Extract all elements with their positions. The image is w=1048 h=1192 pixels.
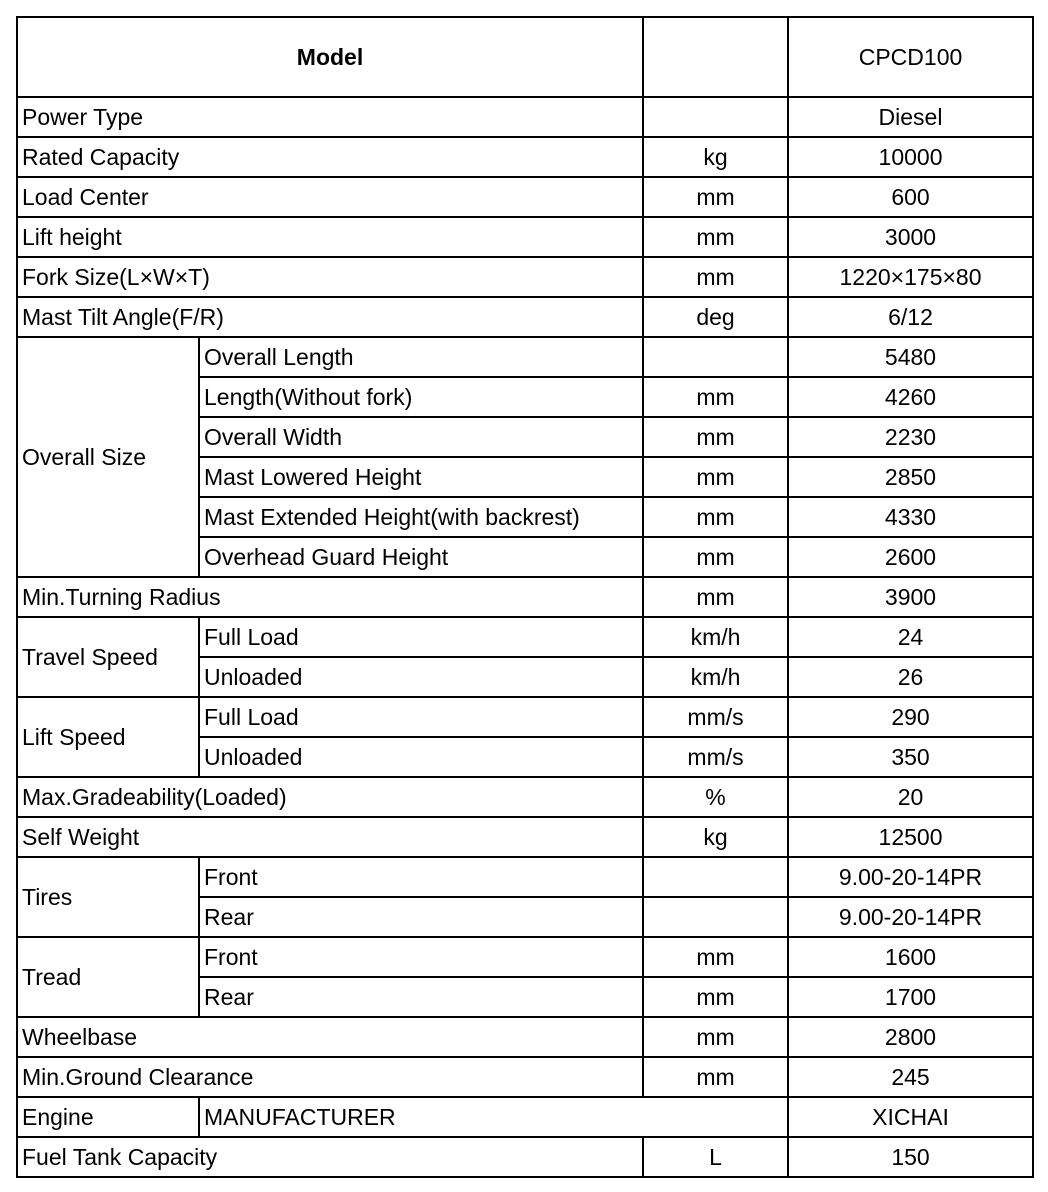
row-value: 4260	[788, 377, 1033, 417]
sub-label: Overall Length	[199, 337, 643, 377]
row-unit: mm	[643, 257, 788, 297]
row-unit	[643, 897, 788, 937]
row-unit: mm	[643, 1057, 788, 1097]
row-unit: mm	[643, 417, 788, 457]
row-unit: mm	[643, 937, 788, 977]
row-value: XICHAI	[788, 1097, 1033, 1137]
row-value: 9.00-20-14PR	[788, 857, 1033, 897]
sub-label: Full Load	[199, 697, 643, 737]
row-value: 9.00-20-14PR	[788, 897, 1033, 937]
model-row	[17, 17, 1033, 97]
sub-label: Unloaded	[199, 657, 643, 697]
row-unit: kg	[643, 137, 788, 177]
sub-label: Rear	[199, 977, 643, 1017]
sub-label: Overall Width	[199, 417, 643, 457]
row-unit: mm/s	[643, 697, 788, 737]
row-unit: deg	[643, 297, 788, 337]
table-row	[17, 937, 1033, 977]
row-label: Wheelbase	[17, 1017, 643, 1057]
sub-label: Full Load	[199, 617, 643, 657]
row-value: 2600	[788, 537, 1033, 577]
row-label: Load Center	[17, 177, 643, 217]
sub-label: Overhead Guard Height	[199, 537, 643, 577]
table-row	[17, 297, 1033, 337]
row-value: 150	[788, 1137, 1033, 1177]
table-row	[17, 97, 1033, 137]
table-row	[17, 857, 1033, 897]
row-label: Lift height	[17, 217, 643, 257]
table-row	[17, 817, 1033, 857]
group-label-lift-speed: Lift Speed	[17, 697, 199, 777]
table-row	[17, 777, 1033, 817]
row-unit	[643, 97, 788, 137]
table-row	[17, 257, 1033, 297]
row-unit: mm	[643, 537, 788, 577]
row-value: 1600	[788, 937, 1033, 977]
row-value: 24	[788, 617, 1033, 657]
row-value: 350	[788, 737, 1033, 777]
row-unit	[643, 857, 788, 897]
row-value: 2800	[788, 1017, 1033, 1057]
row-unit: mm	[643, 177, 788, 217]
spec-table	[16, 16, 1034, 1178]
table-row	[17, 1017, 1033, 1057]
table-row	[17, 577, 1033, 617]
row-value: 290	[788, 697, 1033, 737]
row-label: Max.Gradeability(Loaded)	[17, 777, 643, 817]
group-label-tread: Tread	[17, 937, 199, 1017]
row-value: 1220×175×80	[788, 257, 1033, 297]
table-row	[17, 617, 1033, 657]
sub-label: Front	[199, 937, 643, 977]
row-label: Fork Size(L×W×T)	[17, 257, 643, 297]
model-label: Model	[17, 17, 643, 97]
sub-label: Unloaded	[199, 737, 643, 777]
row-unit: km/h	[643, 617, 788, 657]
row-label: Rated Capacity	[17, 137, 643, 177]
model-unit	[643, 17, 788, 97]
table-row	[17, 137, 1033, 177]
row-unit: mm	[643, 217, 788, 257]
sub-label: Length(Without fork)	[199, 377, 643, 417]
row-value: 245	[788, 1057, 1033, 1097]
sub-label: Mast Extended Height(with backrest)	[199, 497, 643, 537]
row-unit	[643, 337, 788, 377]
row-unit: mm	[643, 457, 788, 497]
sub-label: MANUFACTURER	[199, 1097, 788, 1137]
row-unit: mm	[643, 497, 788, 537]
row-value: 5480	[788, 337, 1033, 377]
table-row	[17, 1137, 1033, 1177]
table-row	[17, 217, 1033, 257]
row-label: Mast Tilt Angle(F/R)	[17, 297, 643, 337]
row-value: 3000	[788, 217, 1033, 257]
row-value: 1700	[788, 977, 1033, 1017]
row-label: Min.Ground Clearance	[17, 1057, 643, 1097]
row-value: 2850	[788, 457, 1033, 497]
row-unit: L	[643, 1137, 788, 1177]
row-value: 10000	[788, 137, 1033, 177]
row-value: 20	[788, 777, 1033, 817]
row-value: 4330	[788, 497, 1033, 537]
group-label-travel-speed: Travel Speed	[17, 617, 199, 697]
table-row	[17, 337, 1033, 377]
row-unit: km/h	[643, 657, 788, 697]
table-row	[17, 1057, 1033, 1097]
sub-label: Front	[199, 857, 643, 897]
sub-label: Mast Lowered Height	[199, 457, 643, 497]
row-label: Fuel Tank Capacity	[17, 1137, 643, 1177]
row-unit: kg	[643, 817, 788, 857]
row-label: Min.Turning Radius	[17, 577, 643, 617]
row-unit: mm	[643, 577, 788, 617]
group-label-overall-size: Overall Size	[17, 337, 199, 577]
row-value: 26	[788, 657, 1033, 697]
row-value: 6/12	[788, 297, 1033, 337]
row-unit: mm	[643, 977, 788, 1017]
row-value: 600	[788, 177, 1033, 217]
group-label-tires: Tires	[17, 857, 199, 937]
table-row	[17, 1097, 1033, 1137]
model-value: CPCD100	[788, 17, 1033, 97]
sub-label: Rear	[199, 897, 643, 937]
row-value: Diesel	[788, 97, 1033, 137]
row-label: Self Weight	[17, 817, 643, 857]
table-row	[17, 697, 1033, 737]
row-value: 12500	[788, 817, 1033, 857]
row-value: 3900	[788, 577, 1033, 617]
row-unit: mm	[643, 377, 788, 417]
table-row	[17, 177, 1033, 217]
row-value: 2230	[788, 417, 1033, 457]
row-label: Engine	[17, 1097, 199, 1137]
row-unit: mm	[643, 1017, 788, 1057]
row-unit: %	[643, 777, 788, 817]
row-unit: mm/s	[643, 737, 788, 777]
row-label: Power Type	[17, 97, 643, 137]
